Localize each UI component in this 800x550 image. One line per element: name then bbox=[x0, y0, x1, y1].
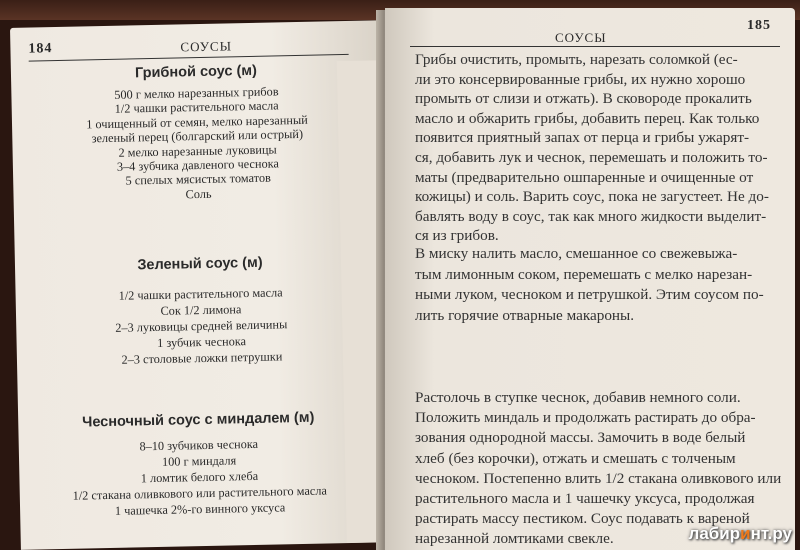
left-running-head: СОУСЫ bbox=[180, 38, 233, 55]
ingredient: Сок 1/2 лимона bbox=[160, 302, 242, 318]
ingredient-list bbox=[51, 83, 343, 204]
right-running-head: СОУСЫ bbox=[555, 30, 607, 45]
text-line: тым лимонным соком, перемешать с мелко нарезан- bbox=[415, 265, 753, 283]
right-page bbox=[385, 8, 795, 550]
text-line: зования однородной массы. Замочить в воде белый bbox=[415, 429, 746, 447]
ingredient: 1 чашечка 2%-го винного уксуса bbox=[114, 500, 286, 518]
recipe-title: Зеленый соус (м) bbox=[137, 254, 263, 274]
text-line: Положить миндаль и продолжать растирать до обра- bbox=[415, 409, 756, 427]
ingredient: 1/2 чашки растительного масла bbox=[118, 285, 283, 303]
text-line: промыть от слизи и отжать). В сковороде прокалить bbox=[415, 90, 752, 108]
text-line: маты (предварительно ошпаренные и очищенные от bbox=[415, 168, 754, 186]
ingredient: 1 зубчик чеснока bbox=[157, 334, 247, 350]
text-line: ли это консервированные грибы, их нужно хорошо bbox=[415, 70, 746, 88]
text-line: кожицы) и соль. Варить соус, пока не загустеет. Не до- bbox=[415, 188, 769, 206]
ingredient: 1 очищенный от семян, мелко нарезанный bbox=[86, 112, 308, 132]
text-line: чесноком. Постепенно влить 1/2 стакана оливкового или bbox=[415, 469, 782, 487]
text-line: растирать массу пестиком. Соус подавать к вареной bbox=[415, 510, 750, 528]
text-line: бавлять воду в соус, так как много жидкости выделит- bbox=[415, 207, 767, 225]
text-line: масло и обжарить грибы, добавить перец. Как только bbox=[415, 109, 760, 127]
text-line: ными луком, чесноком и петрушкой. Этим соусом по- bbox=[415, 286, 764, 303]
watermark-accent: и bbox=[740, 524, 751, 543]
ingredient: Соль bbox=[185, 186, 212, 202]
left-page bbox=[10, 20, 393, 550]
right-page-number: 185 bbox=[747, 18, 771, 33]
ingredient: 500 г мелко нарезанных грибов bbox=[114, 84, 279, 102]
method-paragraph bbox=[415, 50, 785, 246]
text-line: растительного масла и 1 чашечку уксуса, продолжая bbox=[415, 490, 755, 508]
ingredient: 1/2 стакана оливкового или растительного масла bbox=[72, 483, 328, 503]
text-line: лить горячие отварные макароны. bbox=[415, 306, 635, 324]
watermark bbox=[689, 524, 792, 544]
text-line: Грибы очистить, промыть, нарезать соломкой (ес- bbox=[415, 51, 738, 68]
ingredient: зеленый перец (болгарский или острый) bbox=[91, 127, 304, 146]
recipe-title: Грибной соус (м) bbox=[134, 62, 258, 82]
ingredient: 100 г миндаля bbox=[161, 453, 237, 469]
text-line: ся из грибов. bbox=[415, 227, 499, 245]
text-line: В миску налить масло, смешанное со свежевыжа- bbox=[415, 245, 738, 262]
ingredient: 1 ломтик белого хлеба bbox=[140, 468, 259, 486]
header-rule bbox=[410, 46, 780, 47]
text-line: Растолочь в ступке чеснок, добавив немного соли. bbox=[415, 389, 741, 406]
text-line: ся, добавить лук и чеснок, перемешать и положить то- bbox=[415, 148, 768, 166]
ingredient: 2 мелко нарезанные луковицы bbox=[118, 142, 277, 160]
ingredient: 2–3 столовые ложки петрушки bbox=[121, 349, 283, 367]
text-line: хлеб (без корочки), отжать и смешать с толченым bbox=[415, 449, 736, 467]
left-page-number: 184 bbox=[28, 41, 53, 57]
ingredient: 5 спелых мясистых томатов bbox=[125, 171, 271, 189]
ingredient: 3–4 зубчика давленого чеснока bbox=[116, 156, 280, 174]
method-paragraph bbox=[415, 244, 785, 326]
text-line: нарезанной ломтиками свекле. bbox=[415, 530, 614, 548]
ingredient-list bbox=[39, 434, 361, 521]
recipe-title: Чесночный соус с миндалем (м) bbox=[82, 409, 315, 431]
watermark-part: нт.ру bbox=[750, 524, 792, 543]
watermark-part: лабир bbox=[688, 524, 741, 543]
ingredient: 1/2 чашки растительного масла bbox=[114, 98, 279, 117]
ingredient: 2–3 луковицы средней величины bbox=[115, 317, 288, 335]
ingredient-list bbox=[55, 283, 347, 369]
ingredient: 8–10 зубчиков чеснока bbox=[139, 436, 259, 454]
text-line: появится приятный запах от перца и грибы ужарят- bbox=[415, 129, 750, 147]
